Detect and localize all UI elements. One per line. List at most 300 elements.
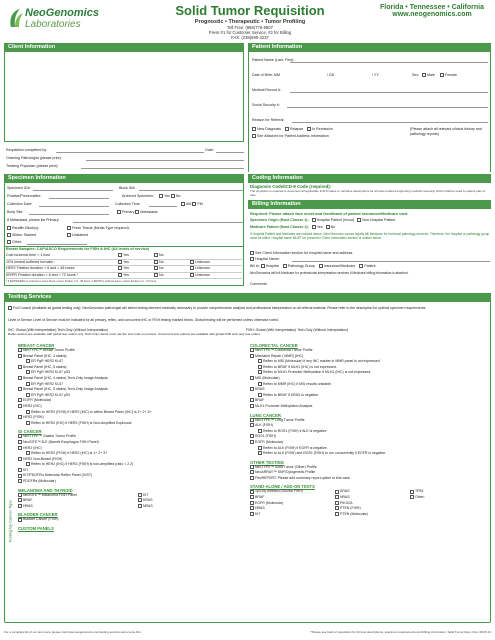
test-label: HER2 Non-Breast (FISH)	[23, 456, 63, 461]
test-label: NeoTYPE™ Solid Tumor (Other) Profile	[255, 464, 317, 469]
test-label: HER2 (IHC)	[23, 445, 42, 450]
test-checkbox[interactable]	[410, 490, 414, 494]
hospital-name-field[interactable]	[292, 261, 490, 262]
cancer-section-title: STAND-ALONE / ADD-ON TESTS	[250, 484, 315, 490]
unstained-label: Unstained	[72, 233, 89, 237]
test-item	[18, 421, 243, 427]
breast-sample-option-checkbox[interactable]	[154, 253, 158, 257]
test-label: NeoTYPE™ Gastric Tumor Profile	[23, 434, 76, 439]
patient-info-box	[248, 52, 491, 172]
date-field[interactable]	[216, 152, 244, 153]
block-id-field[interactable]	[139, 190, 243, 191]
breast-sample-label: HER2 Fixation duration > 6 and < 48 hours:	[6, 266, 76, 270]
breast-sample-option	[154, 273, 190, 278]
see-attached-label: See Attached for Patient Address Information	[257, 134, 329, 138]
primary-checkbox[interactable]	[117, 210, 121, 214]
collection-date-label: Collection Date:	[7, 202, 33, 206]
collection-time-field[interactable]	[149, 206, 177, 207]
fax: FAX: (239)690-4237	[231, 35, 269, 40]
test-label: KRAS	[143, 498, 153, 503]
test-item	[18, 517, 243, 523]
coding-title: Diagnosis Code/ICD-9 Code (required):	[250, 184, 332, 189]
hospital-patient-checkbox[interactable]	[312, 218, 316, 222]
test-label: Reflex to HER2 (FISH) if HER2 (IHC) or within Breast Panel (IHC) is 1+ 2+ 3+	[31, 409, 152, 414]
test-checkbox[interactable]	[18, 434, 22, 438]
test-label: NeoTYPE™ Lung Tumor Profile	[255, 417, 305, 422]
breast-sample-option-checkbox[interactable]	[118, 273, 122, 277]
test-label: HRAS	[23, 503, 33, 508]
hospital-name-label: Hospital Name:	[255, 257, 280, 261]
archived-no-checkbox[interactable]	[171, 194, 175, 198]
breast-sample-options	[118, 266, 226, 271]
test-label: EGFR (Molecular)	[255, 439, 284, 444]
page-title: Solid Tumor Requisition	[175, 3, 325, 18]
bill-hospital-checkbox[interactable]	[261, 264, 265, 268]
fish-service-line: FISH: Global (With Interpretation) Tech-Only (Without Interpretation)	[246, 328, 349, 332]
specimen-id-field[interactable]	[33, 190, 113, 191]
new-diagnosis-label: New Diagnosis	[257, 127, 281, 131]
billing-info-header: Billing Information	[248, 200, 491, 209]
test-label: FlexREPORT: Please add summary report option to this case.	[255, 475, 351, 480]
non-hospital-patient-label: Non-Hospital Patient	[362, 218, 396, 222]
breast-samples-footnote: * If ER/PR/HER2 is ordered on same block, proper fixation is 6 - 48 hours. If ER/PR is ordered alone, proper fixation is 6 - 72 hours.	[6, 280, 157, 283]
pm-checkbox[interactable]	[192, 202, 196, 206]
test-checkbox[interactable]	[335, 495, 339, 499]
test-checkbox[interactable]	[18, 446, 22, 450]
breast-sample-option-label: Yes	[123, 259, 129, 264]
slides-stained-label: Slides: Stained	[12, 233, 36, 237]
relapse-checkbox[interactable]	[285, 127, 289, 131]
press-info: Press #1 for Customer Service, #2 for Billing	[208, 30, 292, 35]
reason-field[interactable]	[292, 122, 488, 123]
test-label: Breast Panel (IHC, 4 stains) Tech-Only Image Analysis:	[23, 375, 109, 380]
fresh-tissue-checkbox[interactable]	[67, 226, 71, 230]
ihc-service-line: IHC: Global (With Interpretation) Tech-Only (Without Interpretation)	[8, 328, 109, 332]
slides-stained-checkbox[interactable]	[7, 233, 11, 237]
breast-sample-option	[118, 253, 154, 258]
test-label: 1p/19q Deletion (Glioma FISH)	[255, 489, 303, 494]
breast-sample-option-label: No	[159, 272, 164, 277]
test-checkbox[interactable]	[18, 468, 22, 472]
coding-info-header: Coding Information	[248, 174, 491, 183]
test-checkbox[interactable]	[335, 506, 339, 510]
test-checkbox[interactable]	[258, 370, 262, 374]
medicare-yes-checkbox[interactable]	[312, 225, 316, 229]
test-checkbox[interactable]	[250, 423, 254, 427]
billing-required: Required: Please attach face sheet and front/back of patient insurance/Medicare card.	[250, 211, 409, 216]
test-checkbox[interactable]	[26, 410, 30, 414]
medicare-yes-label: Yes	[316, 225, 323, 229]
dob-dd[interactable]: / DD	[327, 73, 335, 77]
test-label: NeoSITE™ B-E (Barrett Esophagus FISH Panel)	[23, 439, 99, 444]
cancer-section-title: BREAST CANCER	[18, 343, 55, 348]
test-label: HER2 (FISH)	[23, 415, 44, 420]
test-label: Reflex to HER2 (FISH) if HER2 (IHC) is 1+ 2+ 3+	[31, 451, 108, 456]
breast-sample-option-checkbox[interactable]	[190, 260, 194, 264]
level-of-service-text: Level of Service Level of Service must be indicated for all primary, reflex, and concurrent IHC or FISH testing marked below. Global testing will be performed unless otherwise noted.	[8, 318, 279, 322]
cancer-section-title: BLADDER CANCER	[18, 512, 58, 518]
test-label: KIT/PDGFRα Molecular Reflex Panel (GIST)	[23, 473, 93, 478]
logo-name-2: Laboratories	[25, 19, 81, 30]
test-checkbox[interactable]	[26, 451, 30, 455]
test-label: KRAS	[255, 387, 265, 392]
am-checkbox[interactable]	[181, 202, 185, 206]
test-label: Reflex to ALK (FISH) and ROS1 (FISH) to run concurrently if EGFR is negative.	[263, 451, 387, 456]
cancer-section-title: MELANOMA AND THYROID	[18, 487, 73, 493]
specimen-id-label: Specimen ID#:	[7, 186, 31, 190]
archived-no-label: No	[175, 194, 181, 198]
test-checkbox[interactable]	[26, 462, 30, 466]
test-label: PIK3CA	[340, 500, 353, 505]
full-consult-text: Full Consult (Available as global testing only): NeoGenomics pathologist will select testing deemed medically necessary to provide comprehensive analysis and professional interpretation on all referral material. Please refer to the description for optimal specimen requirements.	[13, 306, 427, 310]
breast-sample-option-label: Yes	[123, 272, 129, 277]
test-label: Reflex to MLH1 Promoter Methylation if MLH1 (IHC) is not expressed.	[263, 370, 372, 375]
test-checkbox[interactable]	[250, 418, 254, 422]
test-checkbox[interactable]	[18, 404, 22, 408]
fresh-tissue-label: Fresh Tissue (Media Type required):	[72, 226, 130, 230]
unstained-checkbox[interactable]	[67, 233, 71, 237]
breast-sample-label: Cold ischemic time < 1 hour	[6, 253, 51, 257]
test-checkbox[interactable]	[26, 421, 30, 425]
other-specimen-field[interactable]	[27, 244, 87, 245]
test-checkbox[interactable]	[335, 490, 339, 494]
test-label: PTEN (FISH)	[340, 506, 361, 511]
test-label: EGFR (Molecular)	[255, 500, 284, 505]
cancer-section-title: OTHER TESTING	[250, 459, 284, 465]
test-checkbox[interactable]	[18, 365, 22, 369]
test-checkbox[interactable]	[335, 512, 339, 516]
breast-samples-rows	[6, 253, 242, 279]
bill-pathology-checkbox[interactable]	[283, 264, 287, 268]
sex-male-label: Male	[427, 73, 435, 77]
logo-name: NeoGenomics	[25, 7, 99, 19]
test-checkbox[interactable]	[18, 498, 22, 502]
test-item-row	[18, 504, 243, 510]
test-checkbox[interactable]	[335, 501, 339, 505]
see-attached-checkbox[interactable]	[252, 134, 256, 138]
test-checkbox[interactable]	[250, 501, 254, 505]
test-label: Reflex to MSI (Molecular) if any IHC marker in MMR panel is not expressed	[263, 359, 380, 364]
test-checkbox[interactable]	[258, 382, 262, 386]
footer-left: For a complete list of our test menu please visit www.neogenomics.com/testing-services-test-menu.htm.	[4, 630, 142, 634]
patient-info-header: Patient Information	[248, 43, 491, 52]
collection-time-label: Collection Time:	[115, 202, 141, 206]
test-item	[250, 451, 488, 457]
ordering-field[interactable]	[86, 160, 244, 161]
breast-sample-option	[154, 253, 190, 258]
test-checkbox[interactable]	[258, 446, 262, 450]
patient-name-field[interactable]	[290, 62, 488, 63]
test-checkbox[interactable]	[26, 393, 30, 397]
test-label: Reflex to HER2 (IHC) if HER2 (FISH) is non-amplified (ratio < 2.2)	[31, 462, 134, 467]
other-specimen-checkbox[interactable]	[7, 240, 11, 244]
cancer-type-side-label: Testing By Cancer Type	[7, 500, 13, 543]
breast-sample-options	[118, 253, 190, 258]
test-checkbox[interactable]	[26, 370, 30, 374]
test-label: KIT	[23, 467, 29, 472]
test-checkbox[interactable]	[26, 359, 30, 363]
test-checkbox[interactable]	[250, 404, 254, 408]
cancer-section-title: LUNG CANCER	[250, 412, 281, 418]
full-consult-checkbox[interactable]	[8, 306, 12, 310]
fixative-label: Fixative/Preservative:	[7, 194, 42, 198]
test-label: TP53	[415, 489, 424, 494]
collection-date-field[interactable]	[39, 206, 109, 207]
medicare-label: Medicare Patient (Must Choose 1):	[250, 225, 309, 229]
test-checkbox[interactable]	[250, 387, 254, 391]
test-label: HRAS	[255, 506, 265, 511]
test-checkbox[interactable]	[18, 440, 22, 444]
breast-sample-option	[190, 260, 226, 265]
test-label: Other:	[415, 495, 425, 500]
breast-sample-row	[6, 273, 242, 280]
breast-sample-option-label: Yes	[123, 266, 129, 270]
primary-label: Primary	[122, 210, 135, 214]
test-checkbox[interactable]	[18, 474, 22, 478]
test-label: NeoTYPE™ Colorectal Tumor Profile	[255, 348, 313, 352]
breast-sample-options	[118, 273, 226, 278]
right-test-column	[250, 340, 488, 517]
test-checkbox[interactable]	[18, 493, 22, 497]
coding-note: The physician is required to document all applicable ICD-9 codes or narrative descriptions for all tests ordered supporting medical necessity which shall be used to patient plan of care.	[250, 189, 486, 197]
test-label: KIT	[255, 511, 261, 516]
test-label: Breast Panel (IHC, 5 stains) Tech-Only Image Analysis:	[23, 387, 109, 392]
website[interactable]: www.neogenomics.com	[392, 11, 472, 18]
reflex-note: Reflex actions are available with global test orders only. Tech-Only clients must use the test code on process. Concurrent test options are available with global AND tech-only test orders.	[8, 332, 261, 336]
breast-sample-options	[118, 260, 226, 265]
see-client-checkbox[interactable]	[250, 251, 254, 255]
test-checkbox[interactable]	[250, 354, 254, 358]
metastasis-checkbox[interactable]	[135, 210, 139, 214]
standalone-test	[250, 512, 260, 518]
test-checkbox[interactable]	[250, 476, 254, 480]
test-checkbox[interactable]	[258, 365, 262, 369]
test-label: PTEN (Molecular)	[340, 511, 368, 516]
test-label: ALK (FISH)	[255, 423, 273, 428]
breast-sample-option-label: No	[159, 266, 164, 270]
sex-female-checkbox[interactable]	[440, 73, 444, 77]
archived-yes-checkbox[interactable]	[159, 194, 163, 198]
breast-sample-option	[118, 273, 154, 278]
test-label: Reflex to MMR (IHC) if MSI results unstable.	[263, 381, 332, 386]
test-checkbox[interactable]	[26, 382, 30, 386]
billing-medicare-note: NeoGenomics will bill Medicare for professional interpretation services if Medicare-billing information is attached.	[250, 271, 409, 275]
breast-sample-option-label: No	[159, 253, 164, 257]
test-checkbox[interactable]	[258, 359, 262, 363]
reason-label: Reason for Referral:	[252, 118, 285, 122]
remission-label: In Remission	[312, 127, 333, 131]
test-checkbox[interactable]	[250, 376, 254, 380]
breast-sample-option	[118, 266, 154, 271]
mrn-label: Medical Record #:	[252, 88, 281, 92]
breast-sample-option-checkbox[interactable]	[118, 266, 122, 270]
bill-to-label: Bill to:	[250, 264, 260, 268]
test-checkbox[interactable]	[18, 348, 22, 352]
body-site-field[interactable]	[29, 214, 109, 215]
other-specimen-label: Other:	[12, 240, 22, 244]
archived-yes-label: Yes	[164, 194, 170, 198]
page-subtitle: Prognostic • Therapeutic • Tumor Profiling	[194, 19, 306, 25]
medicare-no-label: No	[330, 225, 336, 229]
bill-patient-checkbox[interactable]	[359, 264, 363, 268]
test-label: BRAF	[23, 498, 33, 503]
test-label: Reflex to HER2 (IHC) if HER2 (FISH) is Non-Amplified Equivocal	[31, 420, 132, 425]
test-checkbox[interactable]	[250, 434, 254, 438]
test-checkbox[interactable]	[258, 451, 262, 455]
logo-mark-icon	[8, 7, 24, 29]
test-item	[250, 476, 488, 482]
if-metastasis-label: If Metastasis, please list Primary:	[7, 218, 60, 222]
completed-by-field[interactable]	[56, 152, 204, 153]
bill-hospital-label: Hospital	[265, 264, 279, 268]
body-site-label: Body Site:	[7, 210, 24, 214]
dob-label: Date of Birth: MM	[252, 73, 280, 77]
bill-insurance-checkbox[interactable]	[319, 264, 323, 268]
test-label: BRAF	[255, 495, 265, 500]
test-checkbox[interactable]	[18, 504, 22, 508]
test-label: BRAF	[255, 398, 265, 403]
locations: Florida • Tennessee • California	[380, 4, 484, 11]
test-label: NeoTYPE™ Breast Tumor Profile	[23, 348, 75, 352]
test-checkbox[interactable]	[138, 498, 142, 502]
breast-sample-option	[154, 260, 190, 265]
comments-label: Comments:	[250, 282, 268, 286]
breast-sample-option	[190, 273, 226, 278]
specimen-origin-label: Specimen Origin (Must Choose 1):	[250, 218, 309, 222]
specimen-info-header: Specimen Information	[4, 174, 244, 183]
test-checkbox[interactable]	[18, 518, 22, 522]
test-checkbox[interactable]	[250, 512, 254, 516]
test-checkbox[interactable]	[258, 393, 262, 397]
test-label: MSI (Molecular)	[255, 375, 280, 380]
test-checkbox[interactable]	[18, 354, 22, 358]
test-checkbox[interactable]	[250, 348, 254, 352]
test-checkbox[interactable]	[18, 376, 22, 380]
test-item-row	[250, 512, 488, 518]
archived-label: Archived Specimen:	[122, 194, 154, 198]
breast-sample-option-label: Unknown	[195, 259, 210, 264]
test-item	[250, 404, 488, 410]
test-checkbox[interactable]	[138, 504, 142, 508]
sex-female-label: Female	[445, 73, 457, 77]
test-checkbox[interactable]	[138, 493, 142, 497]
client-info-header: Client Information	[4, 43, 244, 52]
breast-sample-label: ER/PR Fixation duration > 6 and < 72 hours *	[6, 272, 79, 277]
breast-sample-option-checkbox[interactable]	[190, 266, 194, 270]
test-label: EGFR (Molecular)	[23, 398, 52, 403]
treating-field[interactable]	[81, 168, 244, 169]
fixative-field[interactable]	[49, 198, 109, 199]
bill-insurance-label: Insurance/Medicare	[323, 264, 356, 268]
hospital-patient-label: Hospital Patient (In/out)	[316, 218, 355, 222]
test-label: ROS1 (FISH)	[255, 434, 276, 439]
test-checkbox[interactable]	[250, 440, 254, 444]
test-checkbox[interactable]	[250, 398, 254, 402]
client-info-box[interactable]	[4, 52, 244, 142]
breast-sample-option-checkbox[interactable]	[154, 266, 158, 270]
standalone-test	[335, 512, 368, 518]
medicare-no-checkbox[interactable]	[326, 225, 330, 229]
paraffin-checkbox[interactable]	[7, 226, 11, 230]
test-checkbox[interactable]	[250, 506, 254, 510]
test-checkbox[interactable]	[18, 479, 22, 483]
breast-sample-option-label: Yes	[123, 253, 129, 257]
test-checkbox[interactable]	[250, 495, 254, 499]
breast-sample-option	[154, 266, 190, 271]
am-label: AM	[186, 202, 192, 206]
logo	[8, 5, 99, 33]
patient-name-label: Patient Name (Last, First):	[252, 58, 294, 62]
metastasis-label: Metastasis	[140, 210, 158, 214]
ssn-field[interactable]	[287, 107, 488, 108]
breast-sample-option-label: Unknown	[195, 272, 210, 277]
pm-label: PM	[197, 202, 203, 206]
treating-label: Treating Physician (please print):	[6, 164, 59, 168]
clinical-history-note: (Please attach all relevant clinical history and pathology reports)	[410, 127, 482, 136]
bill-pathology-label: Pathology Group	[287, 264, 315, 268]
breast-sample-option-label: No	[159, 259, 164, 264]
test-checkbox[interactable]	[18, 457, 22, 461]
test-checkbox[interactable]	[18, 387, 22, 391]
test-label: MLH1 Promoter Methylation Analysis	[255, 403, 313, 408]
test-label: Bladder Cancer (FISH)	[23, 517, 59, 522]
test-checkbox[interactable]	[250, 470, 254, 474]
test-label: NeoARRAY™ SNP/Cytogenetic Profile	[255, 470, 316, 475]
bill-patient-label: Patient	[364, 264, 376, 268]
sex-label: Sex:	[412, 73, 420, 77]
breast-sample-label: 10% neutral buffered formalin :	[6, 259, 56, 264]
left-test-column	[18, 340, 243, 531]
test-checkbox[interactable]	[250, 490, 254, 494]
test-label: ER PgR HER2 Ki-67	[31, 381, 64, 386]
hospital-name-checkbox[interactable]	[250, 257, 254, 261]
see-client-label: See Client Information section for hospital name and address.	[255, 251, 354, 255]
block-id-label: Block ID#:	[119, 186, 136, 190]
breast-sample-option	[190, 266, 226, 271]
test-label: KRAS	[340, 489, 350, 494]
test-checkbox[interactable]	[410, 495, 414, 499]
ssn-label: Social Security #:	[252, 103, 280, 107]
test-label: KIT	[143, 492, 149, 497]
non-hospital-patient-checkbox[interactable]	[357, 218, 361, 222]
test-label: Mismatch Repair ( MMR) (IHC)	[255, 353, 304, 358]
test-checkbox[interactable]	[18, 415, 22, 419]
new-diagnosis-checkbox[interactable]	[252, 127, 256, 131]
testing-services-header: Testing Services	[4, 293, 491, 302]
test-checkbox[interactable]	[258, 429, 262, 433]
remission-checkbox[interactable]	[307, 127, 311, 131]
breast-sample-option-checkbox[interactable]	[118, 260, 122, 264]
test-checkbox[interactable]	[18, 398, 22, 402]
date-label: Date:	[205, 148, 214, 152]
breast-sample-option-checkbox[interactable]	[154, 260, 158, 264]
dob-yy[interactable]: / YY	[372, 73, 379, 77]
breast-sample-option-checkbox[interactable]	[154, 273, 158, 277]
mrn-field[interactable]	[290, 92, 488, 93]
test-checkbox[interactable]	[250, 465, 254, 469]
cancer-section-title: GI CANCER	[18, 429, 42, 435]
billing-policy: If Hospital Patient and Medicare are marked above, NeoGenomics cannot legally bill Medicare for technical pathology services. Therefore, the hospital or pathology group must be billed. Hospital name MUST be present in Client Information section or written below.	[250, 232, 490, 240]
test-label: HER2 (IHC)	[23, 403, 42, 408]
breast-sample-option-checkbox[interactable]	[118, 253, 122, 257]
test-label: NeoSITE™ Melanoma FISH Panel	[23, 492, 77, 497]
test-label: Reflex to BRAF if MLH1 (IHC) is not expressed.	[263, 364, 337, 369]
sex-male-checkbox[interactable]	[422, 73, 426, 77]
breast-sample-option	[118, 260, 154, 265]
breast-sample-option-checkbox[interactable]	[190, 273, 194, 277]
if-metastasis-field[interactable]	[73, 222, 243, 223]
relapse-label: Relapse	[289, 127, 304, 131]
